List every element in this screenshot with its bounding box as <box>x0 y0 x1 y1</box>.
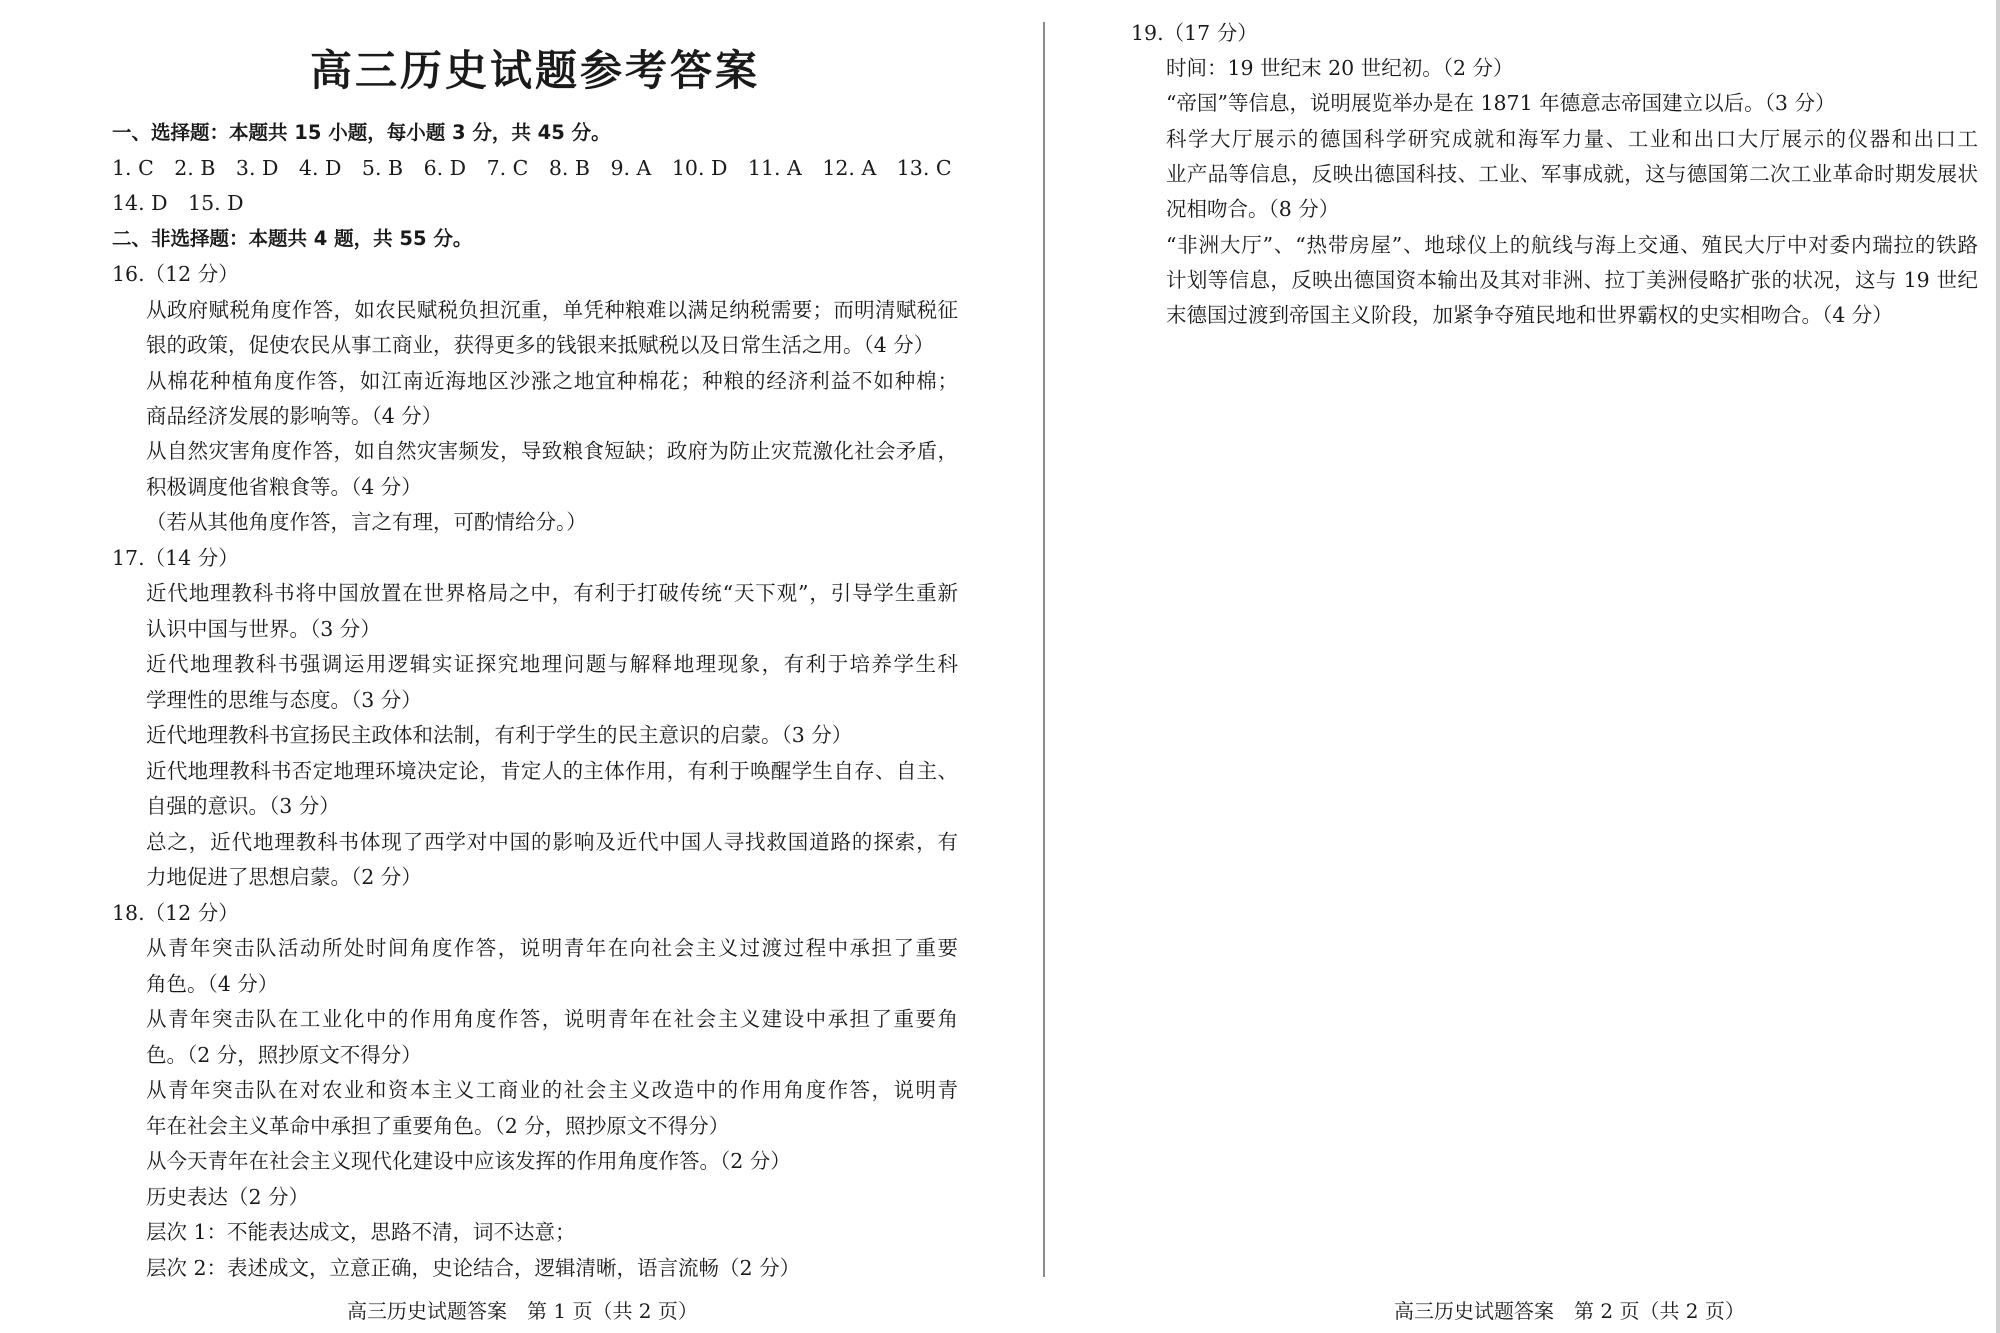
text-line: 计划等信息，反映出德国资本输出及其对非洲、拉丁美洲侵略扩张的状况，这与 19 世纪 <box>1166 268 1978 292</box>
text-line: 年在社会主义革命中承担了重要角色。（2 分，照抄原文不得分） <box>146 1114 730 1138</box>
text-line: 银的政策，促使农民从事工商业，获得更多的钱银来抵赋税以及日常生活之用。（4 分） <box>146 333 935 357</box>
text-line: “帝国”等信息，说明展览举办是在 1871 年德意志帝国建立以后。（3 分） <box>1166 91 1836 115</box>
text-line: 近代地理教科书强调运用逻辑实证探究地理问题与解释地理现象，有利于培养学生科 <box>146 652 958 676</box>
text-line: 末德国过渡到帝国主义阶段，加紧争夺殖民地和世界霸权的史实相吻合。（4 分） <box>1166 303 1893 327</box>
text-line: 从青年突击队在对农业和资本主义工商业的社会主义改造中的作用角度作答，说明青 <box>146 1078 958 1102</box>
text-line: 学理性的思维与态度。（3 分） <box>146 688 422 712</box>
text-line: 商品经济发展的影响等。（4 分） <box>146 404 443 428</box>
text-line: 19.（17 分） <box>1131 21 1258 45</box>
text-line: 14. D 15. D <box>112 191 244 215</box>
text-line: 角色。（4 分） <box>146 972 279 996</box>
page-1-footer: 高三历史试题答案 第 1 页（共 2 页） <box>347 1299 698 1323</box>
text-line: 从青年突击队在工业化中的作用角度作答，说明青年在社会主义建设中承担了重要角 <box>146 1007 958 1031</box>
text-line: 从青年突击队活动所处时间角度作答，说明青年在向社会主义过渡过程中承担了重要 <box>146 936 958 960</box>
text-line: 从自然灾害角度作答，如自然灾害频发，导致粮食短缺；政府为防止灾荒激化社会矛盾， <box>146 439 958 463</box>
text-line: 积极调度他省粮食等。（4 分） <box>146 475 422 499</box>
text-line: 16.（12 分） <box>112 262 239 286</box>
text-line: 时间：19 世纪末 20 世纪初。（2 分） <box>1166 56 1514 80</box>
document-title: 高三历史试题参考答案 <box>309 46 760 95</box>
text-line: 层次 2：表述成文，立意正确，史论结合，逻辑清晰，语言流畅（2 分） <box>146 1256 801 1280</box>
scrollbar-edge <box>1996 0 2000 1333</box>
text-line: （若从其他角度作答，言之有理，可酌情给分。） <box>146 510 587 534</box>
text-line: 色。（2 分，照抄原文不得分） <box>146 1043 422 1067</box>
text-line: 18.（12 分） <box>112 901 239 925</box>
text-line: 自强的意识。（3 分） <box>146 794 340 818</box>
text-line: 近代地理教科书否定地理环境决定论，肯定人的主体作用，有利于唤醒学生自存、自主、 <box>146 759 958 783</box>
text-line: 业产品等信息，反映出德国科技、工业、军事成就，这与德国第二次工业革命时期发展状 <box>1166 162 1978 186</box>
text-line: 况相吻合。（8 分） <box>1166 197 1340 221</box>
page-divider <box>1043 22 1045 1277</box>
text-line: 1. C 2. B 3. D 4. D 5. B 6. D 7. C 8. B 9. A 10. D 11. A 12. A 13. C <box>112 156 952 180</box>
text-line: 力地促进了思想启蒙。（2 分） <box>146 865 422 889</box>
page-2-footer: 高三历史试题答案 第 2 页（共 2 页） <box>1394 1299 1745 1323</box>
text-line: 近代地理教科书将中国放置在世界格局之中，有利于打破传统“天下观”，引导学生重新 <box>146 581 958 605</box>
text-line: 从棉花种植角度作答，如江南近海地区沙涨之地宜种棉花；种粮的经济利益不如种棉； <box>146 369 958 393</box>
page-2 <box>1046 0 2000 1333</box>
text-line: 认识中国与世界。（3 分） <box>146 617 381 641</box>
text-line: 从政府赋税角度作答，如农民赋税负担沉重，单凭种粮难以满足纳税需要；而明清赋税征 <box>146 298 958 322</box>
text-line: 从今天青年在社会主义现代化建设中应该发挥的作用角度作答。（2 分） <box>146 1149 791 1173</box>
text-line: 总之，近代地理教科书体现了西学对中国的影响及近代中国人寻找救国道路的探索，有 <box>146 830 958 854</box>
text-line: 一、选择题：本题共 15 小题，每小题 3 分，共 45 分。 <box>112 121 611 144</box>
text-line: 科学大厅展示的德国科学研究成就和海军力量、工业和出口大厅展示的仪器和出口工 <box>1166 127 1978 151</box>
text-line: 历史表达（2 分） <box>146 1185 310 1209</box>
text-line: 17.（14 分） <box>112 546 239 570</box>
text-line: 近代地理教科书宣扬民主政体和法制，有利于学生的民主意识的启蒙。（3 分） <box>146 723 853 747</box>
text-line: 二、非选择题：本题共 4 题，共 55 分。 <box>112 227 473 250</box>
text-line: 层次 1：不能表达成文，思路不清，词不达意； <box>146 1220 576 1244</box>
text-line: “非洲大厅”、“热带房屋”、地球仪上的航线与海上交通、殖民大厅中对委内瑞拉的铁路 <box>1166 233 1978 257</box>
